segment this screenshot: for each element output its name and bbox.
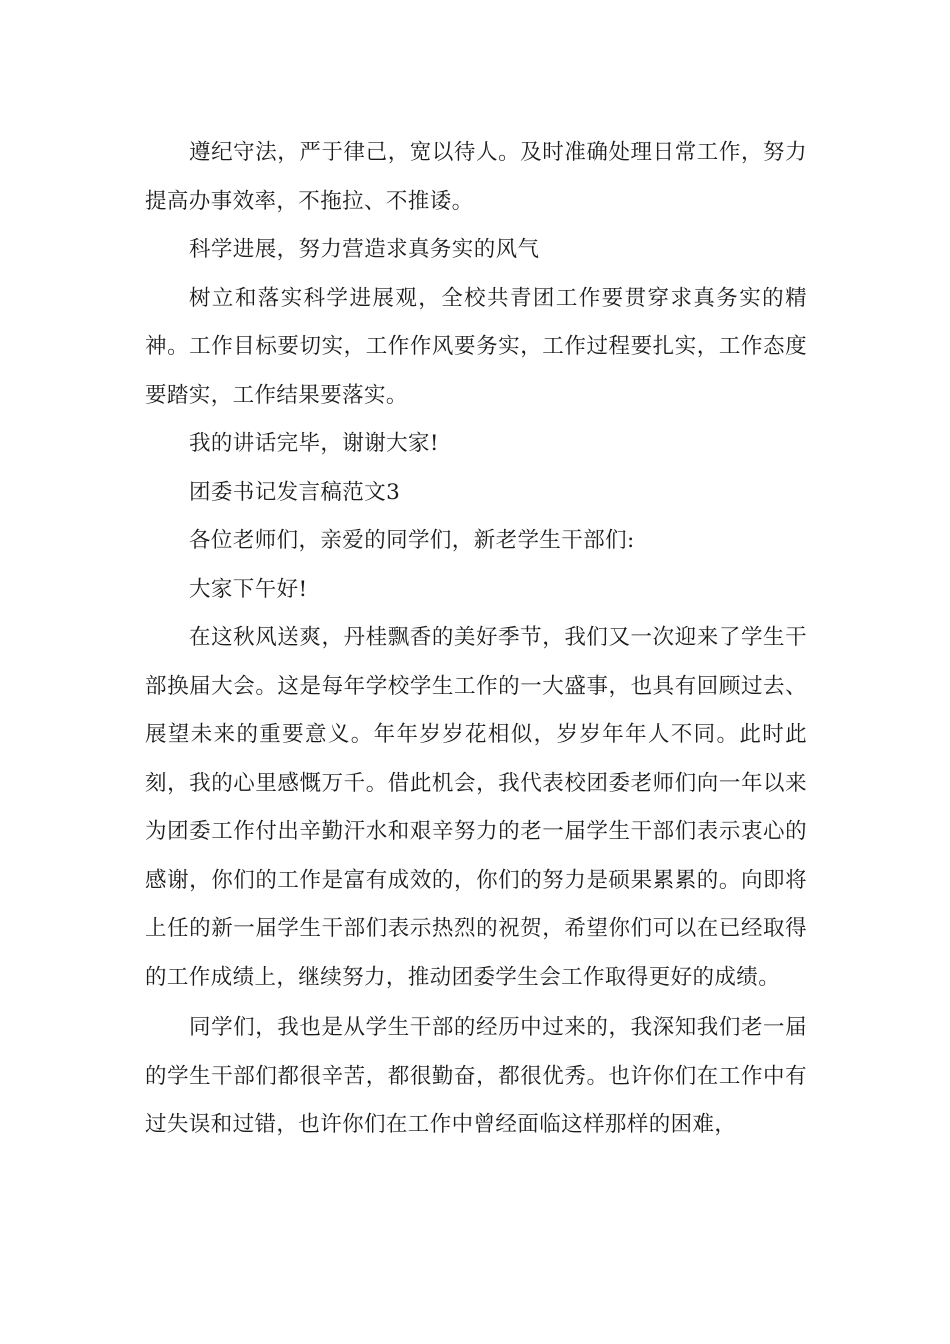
- paragraph-closing-thanks: 我的讲话完毕，谢谢大家!: [189, 431, 439, 456]
- paragraph-autumn-meeting: 在这秋风送爽，丹桂飘香的美好季节，我们又一次迎来了学生干部换届大会。这是每年学校学生工作的一大盛事，也具有回顾过去、展望未来的重要意义。年年岁岁花相似，岁岁年年人不同。此时此刻，我的心里感慨万千。借此机会，我代表校团委老师们向一年以来为团委工作付出辛勤汗水和艰辛努力的老一届学生干部们表示衷心的感谢，你们的工作是富有成效的，你们的努力是硕果累累的。向即将上任的新一届学生干部们表示热烈的祝贺，希望你们可以在已经取得的工作成绩上，继续努力，推动团委学生会工作取得更好的成绩。: [145, 625, 807, 990]
- paragraph-practical-spirit: 树立和落实科学进展观，全校共青团工作要贯穿求真务实的精神。工作目标要切实，工作作风要务实，工作过程要扎实，工作态度要踏实，工作结果要落实。: [145, 285, 807, 408]
- paragraph-experience: 同学们，我也是从学生干部的经历中过来的，我深知我们老一届的学生干部们都很辛苦，都很勤奋，都很优秀。也许你们在工作中有过失误和过错，也许你们在工作中曾经面临这样那样的困难，: [145, 1015, 807, 1137]
- paragraph-salutation: 各位老师们，亲爱的同学们，新老学生干部们:: [189, 528, 635, 553]
- paragraph-greeting: 大家下午好!: [189, 576, 308, 602]
- paragraph-discipline: 遵纪守法，严于律己，宽以待人。及时准确处理日常工作，努力提高办事效率，不拖拉、不推诿。: [145, 140, 807, 214]
- document-body: [145, 129, 807, 1150]
- paragraph-heading-science: 科学进展，努力营造求真务实的风气: [189, 237, 540, 262]
- paragraph-section-title: 团委书记发言稿范文3: [189, 479, 401, 505]
